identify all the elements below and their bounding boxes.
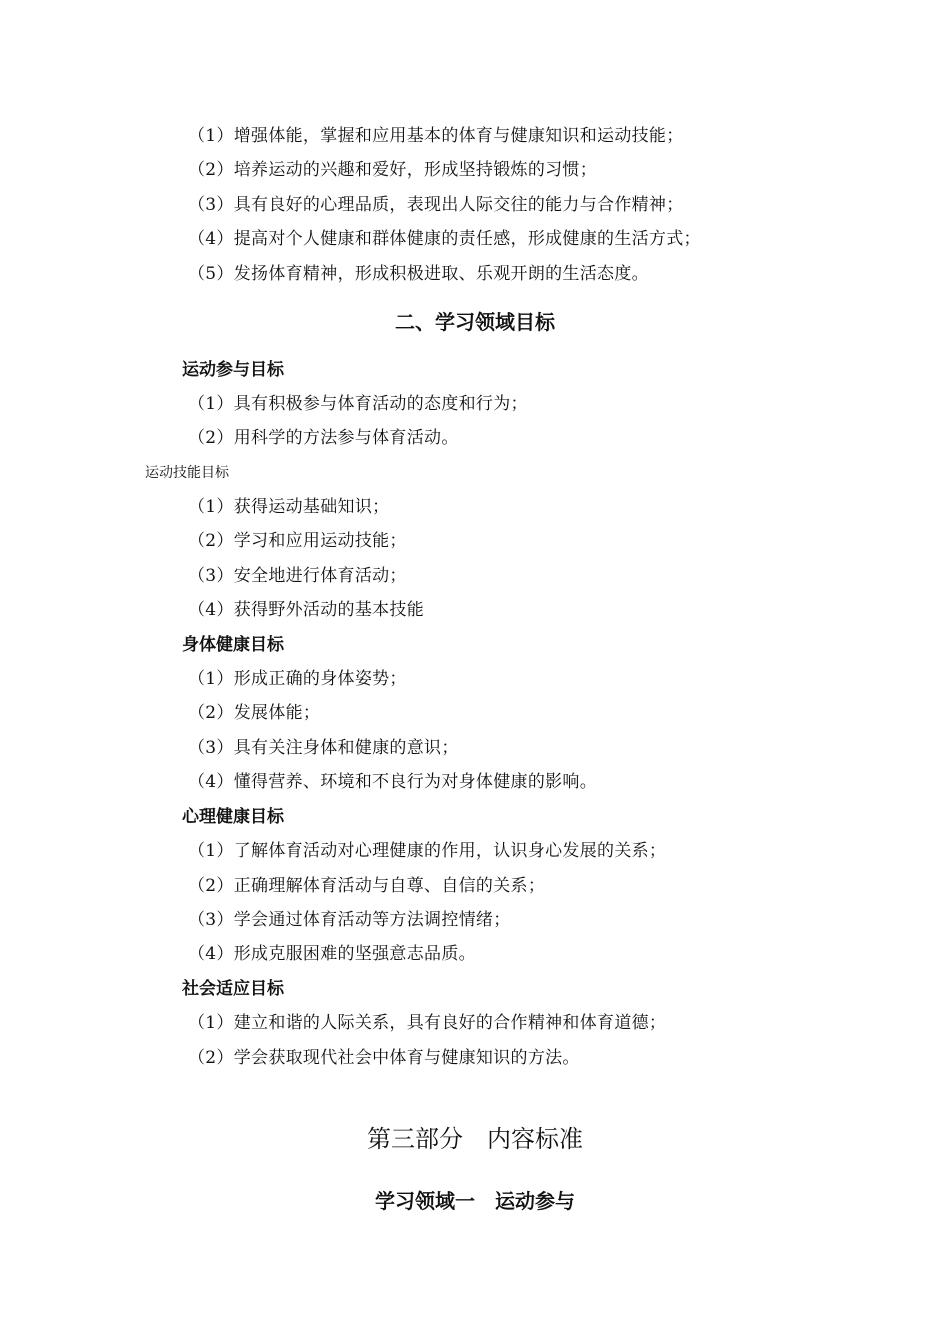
social-item-2: （2）学会获取现代社会中体育与健康知识的方法。	[188, 1048, 580, 1068]
goal-item-3: （3）具有良好的心理品质，表现出人际交往的能力与合作精神；	[188, 195, 684, 215]
mental-heading: 心理健康目标	[182, 807, 284, 827]
skills-item-3: （3）安全地进行体育活动；	[188, 566, 407, 586]
skills-heading: 运动技能目标	[145, 465, 229, 481]
mental-item-4: （4）形成克服困难的坚强意志品质。	[188, 944, 476, 964]
goal-item-1: （1）增强体能，掌握和应用基本的体育与健康知识和运动技能；	[188, 126, 684, 146]
goal-item-5: （5）发扬体育精神，形成积极进取、乐观开朗的生活态度。	[188, 264, 649, 284]
skills-item-1: （1）获得运动基础知识；	[188, 497, 390, 517]
physical-item-4: （4）懂得营养、环境和不良行为对身体健康的影响。	[188, 772, 598, 792]
participation-item-2: （2）用科学的方法参与体育活动。	[188, 428, 459, 448]
mental-item-2: （2）正确理解体育活动与自尊、自信的关系；	[188, 876, 546, 896]
participation-item-1: （1）具有积极参与体育活动的态度和行为；	[188, 394, 528, 414]
participation-heading: 运动参与目标	[182, 360, 284, 380]
mental-item-3: （3）学会通过体育活动等方法调控情绪；	[188, 910, 511, 930]
physical-item-2: （2）发展体能；	[188, 703, 321, 723]
physical-item-3: （3）具有关注身体和健康的意识；	[188, 738, 459, 758]
section-two-title: 二、学习领域目标	[395, 310, 555, 334]
domain-one-title: 学习领域一 运动参与	[375, 1189, 575, 1213]
skills-item-4: （4）获得野外活动的基本技能	[188, 600, 425, 620]
physical-item-1: （1）形成正确的身体姿势；	[188, 669, 407, 689]
physical-heading: 身体健康目标	[182, 635, 284, 655]
skills-item-2: （2）学习和应用运动技能；	[188, 531, 407, 551]
part-three-title: 第三部分 内容标准	[367, 1125, 583, 1153]
social-heading: 社会适应目标	[182, 979, 284, 999]
social-item-1: （1）建立和谐的人际关系，具有良好的合作精神和体育道德；	[188, 1013, 667, 1033]
mental-item-1: （1）了解体育活动对心理健康的作用，认识身心发展的关系；	[188, 841, 667, 861]
goal-item-4: （4）提高对个人健康和群体健康的责任感，形成健康的生活方式；	[188, 229, 701, 249]
goal-item-2: （2）培养运动的兴趣和爱好，形成坚持锻炼的习惯；	[188, 160, 598, 180]
